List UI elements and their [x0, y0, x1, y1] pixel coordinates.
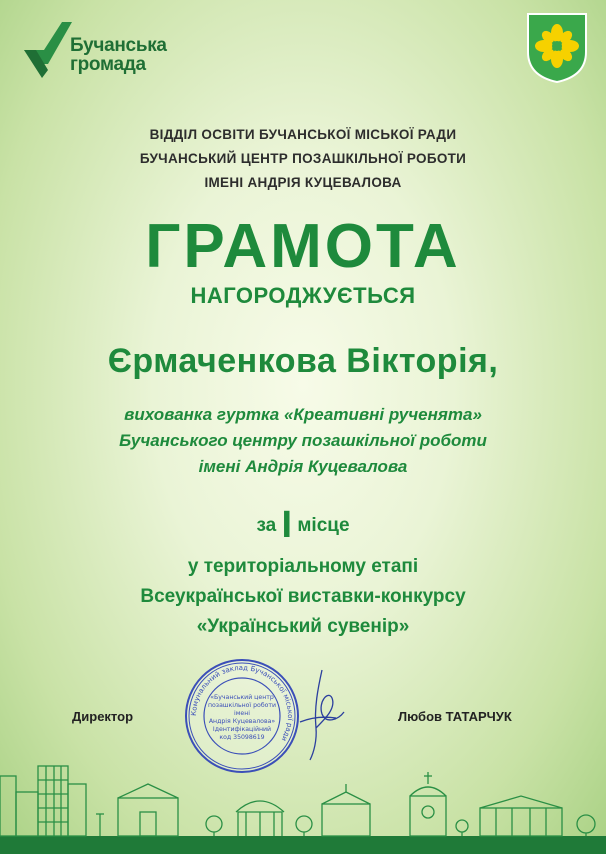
awarded-to-label: НАГОРОДЖУЄТЬСЯ [190, 283, 416, 308]
seal-outer-text: Комунальний заклад Бучанської міської ради [189, 663, 295, 743]
seal-inner-line-5: Ідентифікаційний [212, 726, 272, 733]
stage-line-2: Всеукраїнської виставки-конкурсу [140, 586, 466, 607]
issuer-header [0, 123, 606, 195]
recipient-description [0, 402, 606, 480]
logo-line-1: Бучанська [70, 35, 167, 56]
director-signature [292, 668, 352, 763]
seal-inner-line-1: «Бучанський центр [210, 694, 274, 701]
description-line-1: вихованка гуртка «Креативні рученята» [124, 405, 482, 424]
stage-line-3: «Український сувенір» [196, 616, 410, 637]
seal-inner-line-6: код 35098619 [219, 734, 265, 741]
city-skyline-illustration [0, 754, 606, 854]
logo-line-2: громада [70, 54, 146, 75]
bucha-community-logo [22, 14, 192, 84]
place-number: I [281, 504, 293, 546]
place-suffix: місце [292, 515, 350, 536]
seal-inner-line-2: позашкільної роботи [207, 702, 277, 709]
header-line-3: ІМЕНІ АНДРІЯ КУЦЕВАЛОВА [204, 175, 402, 190]
bucha-coat-of-arms-icon [526, 12, 588, 84]
director-name: Любов ТАТАРЧУК [398, 709, 512, 724]
description-line-3: імені Андрія Куцевалова [198, 457, 408, 476]
seal-inner-line-4: Андрія Куцевалова» [208, 718, 276, 725]
place-prefix: за [256, 515, 282, 536]
recipient-name: Єрмаченкова Вікторія, [107, 342, 499, 380]
header-line-1: ВІДДІЛ ОСВІТИ БУЧАНСЬКОЇ МІСЬКОЇ РАДИ [149, 127, 457, 142]
place-line [0, 504, 606, 547]
director-label: Директор [72, 709, 134, 724]
checkmark-logo-icon [22, 14, 72, 80]
description-line-2: Бучанського центру позашкільної роботи [119, 431, 487, 450]
document-title: ГРАМОТА [145, 212, 461, 281]
logo-text [70, 36, 167, 74]
competition-stage [0, 552, 606, 642]
header-line-2: БУЧАНСЬКИЙ ЦЕНТР ПОЗАШКІЛЬНОЇ РОБОТИ [139, 151, 467, 166]
stage-line-1: у територіальному етапі [187, 556, 419, 577]
seal-inner-line-3: імені [234, 710, 250, 717]
